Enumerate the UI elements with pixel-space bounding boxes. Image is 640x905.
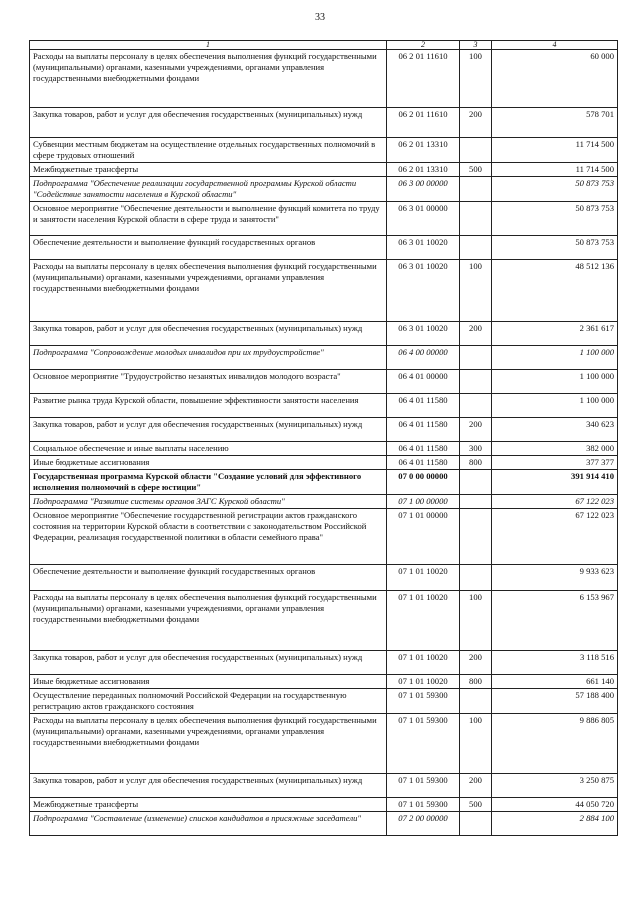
row-name-cell: Подпрограмма "Обеспечение реализации государственной программы Курской области "Содействие занятости населения в Курской области" [30,177,387,202]
row-amount-cell: 578 701 [492,108,618,138]
row-code-cell: 06 3 01 10020 [387,322,460,346]
row-amount-cell: 9 933 623 [492,565,618,591]
table-row [30,50,618,108]
row-vr-cell: 500 [460,163,492,177]
row-vr-cell [460,177,492,202]
row-name-cell: Расходы на выплаты персоналу в целях обеспечения выполнения функций государственными (муниципальными) органами, казенными учреждениями, органами управления государственными внебюджетными фондами [30,50,387,108]
row-code-cell: 06 4 01 00000 [387,370,460,394]
row-name-cell: Закупка товаров, работ и услуг для обеспечения государственных (муниципальных) нужд [30,651,387,675]
row-amount-cell: 661 140 [492,675,618,689]
row-code-cell: 07 1 01 10020 [387,675,460,689]
column-header-row [30,41,618,50]
row-name-cell: Закупка товаров, работ и услуг для обеспечения государственных (муниципальных) нужд [30,418,387,442]
row-amount-cell: 48 512 136 [492,260,618,322]
row-name-cell: Основное мероприятие "Обеспечение государственной регистрации актов гражданского состояния на территории Курской области в соответствии с законодательством Российской Федерации, реализация государственной политики в области семейного права" [30,509,387,565]
row-code-cell: 07 2 00 00000 [387,812,460,836]
row-name-cell: Межбюджетные трансферты [30,798,387,812]
row-name-cell: Осуществление переданных полномочий Российской Федерации на государственную регистрацию актов гражданского состояния [30,689,387,714]
row-amount-cell: 11 714 500 [492,138,618,163]
row-amount-cell: 67 122 023 [492,495,618,509]
column-header-code: 2 [387,41,460,50]
table-row [30,675,618,689]
row-name-cell: Закупка товаров, работ и услуг для обеспечения государственных (муниципальных) нужд [30,108,387,138]
row-code-cell: 06 2 01 13310 [387,138,460,163]
row-code-cell: 07 0 00 00000 [387,470,460,495]
table-row [30,370,618,394]
row-amount-cell: 50 873 753 [492,236,618,260]
row-vr-cell [460,138,492,163]
row-code-cell: 06 4 00 00000 [387,346,460,370]
row-vr-cell: 200 [460,322,492,346]
row-amount-cell: 50 873 753 [492,177,618,202]
row-amount-cell: 60 000 [492,50,618,108]
row-vr-cell: 200 [460,651,492,675]
row-amount-cell: 2 361 617 [492,322,618,346]
row-vr-cell: 100 [460,50,492,108]
table-row [30,565,618,591]
row-amount-cell: 2 884 100 [492,812,618,836]
table-row [30,236,618,260]
row-code-cell: 07 1 01 59300 [387,689,460,714]
row-name-cell: Субвенции местным бюджетам на осуществление отдельных государственных полномочий в сфере трудовых отношений [30,138,387,163]
row-name-cell: Подпрограмма "Развитие системы органов ЗАГС Курской области" [30,495,387,509]
table-row [30,798,618,812]
row-name-cell: Социальное обеспечение и иные выплаты населению [30,442,387,456]
row-amount-cell: 1 100 000 [492,346,618,370]
row-amount-cell: 3 118 516 [492,651,618,675]
row-vr-cell: 100 [460,714,492,774]
table-row [30,470,618,495]
row-vr-cell [460,689,492,714]
table-row [30,651,618,675]
row-name-cell: Основное мероприятие "Обеспечение деятельности и выполнение функций комитета по труду и занятости населения Курской области в сфере труда и занятости" [30,202,387,236]
row-vr-cell: 200 [460,418,492,442]
table-row [30,509,618,565]
row-code-cell: 07 1 01 59300 [387,774,460,798]
row-vr-cell [460,509,492,565]
row-name-cell: Закупка товаров, работ и услуг для обеспечения государственных (муниципальных) нужд [30,322,387,346]
table-row [30,202,618,236]
row-code-cell: 07 1 01 10020 [387,591,460,651]
row-vr-cell [460,495,492,509]
table-row [30,456,618,470]
row-code-cell: 07 1 01 59300 [387,714,460,774]
table-row [30,138,618,163]
column-header-vr: 3 [460,41,492,50]
row-vr-cell: 200 [460,108,492,138]
row-code-cell: 06 3 01 00000 [387,202,460,236]
row-amount-cell: 1 100 000 [492,394,618,418]
row-vr-cell [460,202,492,236]
row-code-cell: 06 3 00 00000 [387,177,460,202]
column-header-amount: 4 [492,41,618,50]
row-amount-cell: 377 377 [492,456,618,470]
row-code-cell: 06 2 01 13310 [387,163,460,177]
row-vr-cell: 100 [460,260,492,322]
table-row [30,394,618,418]
page-number: 33 [315,12,325,23]
row-amount-cell: 44 050 720 [492,798,618,812]
row-vr-cell [460,565,492,591]
table-row [30,774,618,798]
row-code-cell: 06 4 01 11580 [387,456,460,470]
row-code-cell: 06 2 01 11610 [387,108,460,138]
row-code-cell: 06 3 01 10020 [387,260,460,322]
row-amount-cell: 9 886 805 [492,714,618,774]
table-row [30,442,618,456]
table-row [30,418,618,442]
column-header-name: 1 [30,41,387,50]
row-amount-cell: 11 714 500 [492,163,618,177]
table-row [30,260,618,322]
row-code-cell: 06 3 01 10020 [387,236,460,260]
row-vr-cell [460,394,492,418]
row-code-cell: 07 1 01 10020 [387,565,460,591]
row-vr-cell: 200 [460,774,492,798]
table-row [30,108,618,138]
row-vr-cell [460,346,492,370]
table-row [30,812,618,836]
row-name-cell: Подпрограмма "Составление (изменение) списков кандидатов в присяжные заседатели" [30,812,387,836]
row-name-cell: Обеспечение деятельности и выполнение функций государственных органов [30,236,387,260]
row-name-cell: Закупка товаров, работ и услуг для обеспечения государственных (муниципальных) нужд [30,774,387,798]
row-vr-cell: 300 [460,442,492,456]
table-row [30,591,618,651]
row-amount-cell: 391 914 410 [492,470,618,495]
row-amount-cell: 382 000 [492,442,618,456]
table-row [30,689,618,714]
row-code-cell: 06 4 01 11580 [387,418,460,442]
table-row [30,163,618,177]
row-name-cell: Иные бюджетные ассигнования [30,675,387,689]
row-vr-cell [460,370,492,394]
row-name-cell: Обеспечение деятельности и выполнение функций государственных органов [30,565,387,591]
table-row [30,177,618,202]
row-vr-cell: 100 [460,591,492,651]
row-amount-cell: 3 250 875 [492,774,618,798]
row-amount-cell: 340 623 [492,418,618,442]
row-amount-cell: 67 122 023 [492,509,618,565]
row-code-cell: 06 4 01 11580 [387,394,460,418]
row-amount-cell: 57 188 400 [492,689,618,714]
row-code-cell: 06 2 01 11610 [387,50,460,108]
table-row [30,714,618,774]
row-vr-cell: 800 [460,675,492,689]
budget-table [29,40,618,836]
table-row [30,495,618,509]
row-vr-cell [460,812,492,836]
row-amount-cell: 1 100 000 [492,370,618,394]
table-row [30,322,618,346]
row-vr-cell [460,470,492,495]
row-vr-cell [460,236,492,260]
row-code-cell: 07 1 01 10020 [387,651,460,675]
row-name-cell: Иные бюджетные ассигнования [30,456,387,470]
margin-scan-mark [630,372,634,452]
row-code-cell: 07 1 00 00000 [387,495,460,509]
table-row [30,346,618,370]
row-name-cell: Подпрограмма "Сопровождение молодых инвалидов при их трудоустройстве" [30,346,387,370]
row-name-cell: Межбюджетные трансферты [30,163,387,177]
row-amount-cell: 6 153 967 [492,591,618,651]
row-code-cell: 07 1 01 59300 [387,798,460,812]
row-code-cell: 07 1 01 00000 [387,509,460,565]
row-name-cell: Расходы на выплаты персоналу в целях обеспечения выполнения функций государственными (муниципальными) органами, казенными учреждениями, органами управления государственными внебюджетными фондами [30,591,387,651]
row-name-cell: Расходы на выплаты персоналу в целях обеспечения выполнения функций государственными (муниципальными) органами, казенными учреждениями, органами управления государственными внебюджетными фондами [30,260,387,322]
row-vr-cell: 800 [460,456,492,470]
row-name-cell: Государственная программа Курской области "Создание условий для эффективного исполнения полномочий в сфере юстиции" [30,470,387,495]
row-name-cell: Основное мероприятие "Трудоустройство незанятых инвалидов молодого возраста" [30,370,387,394]
row-vr-cell: 500 [460,798,492,812]
row-name-cell: Развитие рынка труда Курской области, повышение эффективности занятости населения [30,394,387,418]
row-name-cell: Расходы на выплаты персоналу в целях обеспечения выполнения функций государственными (муниципальными) органами, казенными учреждениями, органами управления государственными внебюджетными фондами [30,714,387,774]
row-code-cell: 06 4 01 11580 [387,442,460,456]
row-amount-cell: 50 873 753 [492,202,618,236]
